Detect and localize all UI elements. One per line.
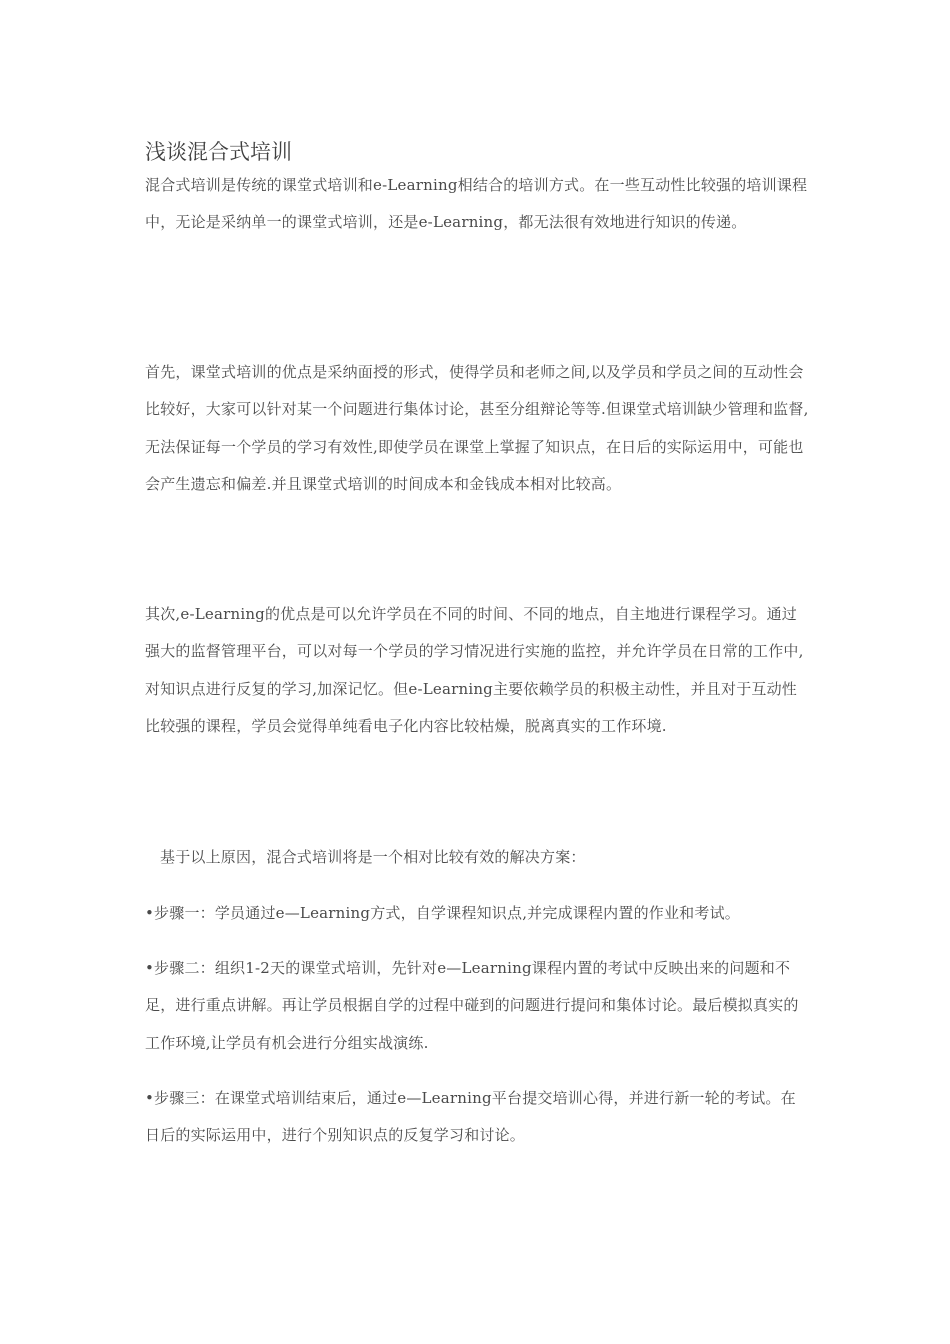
- first-point-paragraph: 首先，课堂式培训的优点是采纳面授的形式，使得学员和老师之间,以及学员和学员之间的互动性会比较好，大家可以针对某一个问题进行集体讨论，甚至分组辩论等等.但课堂式培训缺少管理和监督,无法保证每一个学员的学习有效性,即使学员在课堂上掌握了知识点，在日后的实际运用中，可能也会产生遗忘和偏差.并且课堂式培训的时间成本和金钱成本相对比较高。: [145, 363, 809, 493]
- step-three-item: •步骤三：在课堂式培训结束后，通过e—Learning平台提交培训心得，并进行新一轮的考试。在日后的实际运用中，进行个别知识点的反复学习和讨论。: [145, 1089, 796, 1145]
- intro-paragraph: 混合式培训是传统的课堂式培训和e-Learning相结合的培训方式。在一些互动性比较强的培训课程中，无论是采纳单一的课堂式培训，还是e-Learning，都无法很有效地进行知识的传递。: [145, 176, 808, 232]
- document-title: 浅谈混合式培训: [145, 140, 292, 164]
- step-one-item: •步骤一：学员通过e—Learning方式，自学课程知识点,并完成课程内置的作业和考试。: [145, 904, 740, 922]
- second-point-paragraph: 其次,e-Learning的优点是可以允许学员在不同的时间、不同的地点，自主地进行课程学习。通过强大的监督管理平台，可以对每一个学员的学习情况进行实施的监控，并允许学员在日常的工作中,对知识点进行反复的学习,加深记忆。但e-Learning主要依赖学员的积极主动性，并且对于互动性比较强的课程，学员会觉得单纯看电子化内容比较枯燥，脱离真实的工作环境.: [145, 605, 804, 735]
- conclusion-paragraph: 基于以上原因，混合式培训将是一个相对比较有效的解决方案：: [160, 848, 586, 866]
- document-page: [145, 0, 810, 1344]
- step-two-item: •步骤二：组织1-2天的课堂式培训，先针对e—Learning课程内置的考试中反映出来的问题和不足，进行重点讲解。再让学员根据自学的过程中碰到的问题进行提问和集体讨论。最后模拟真实的工作环境,让学员有机会进行分组实战演练.: [145, 959, 799, 1052]
